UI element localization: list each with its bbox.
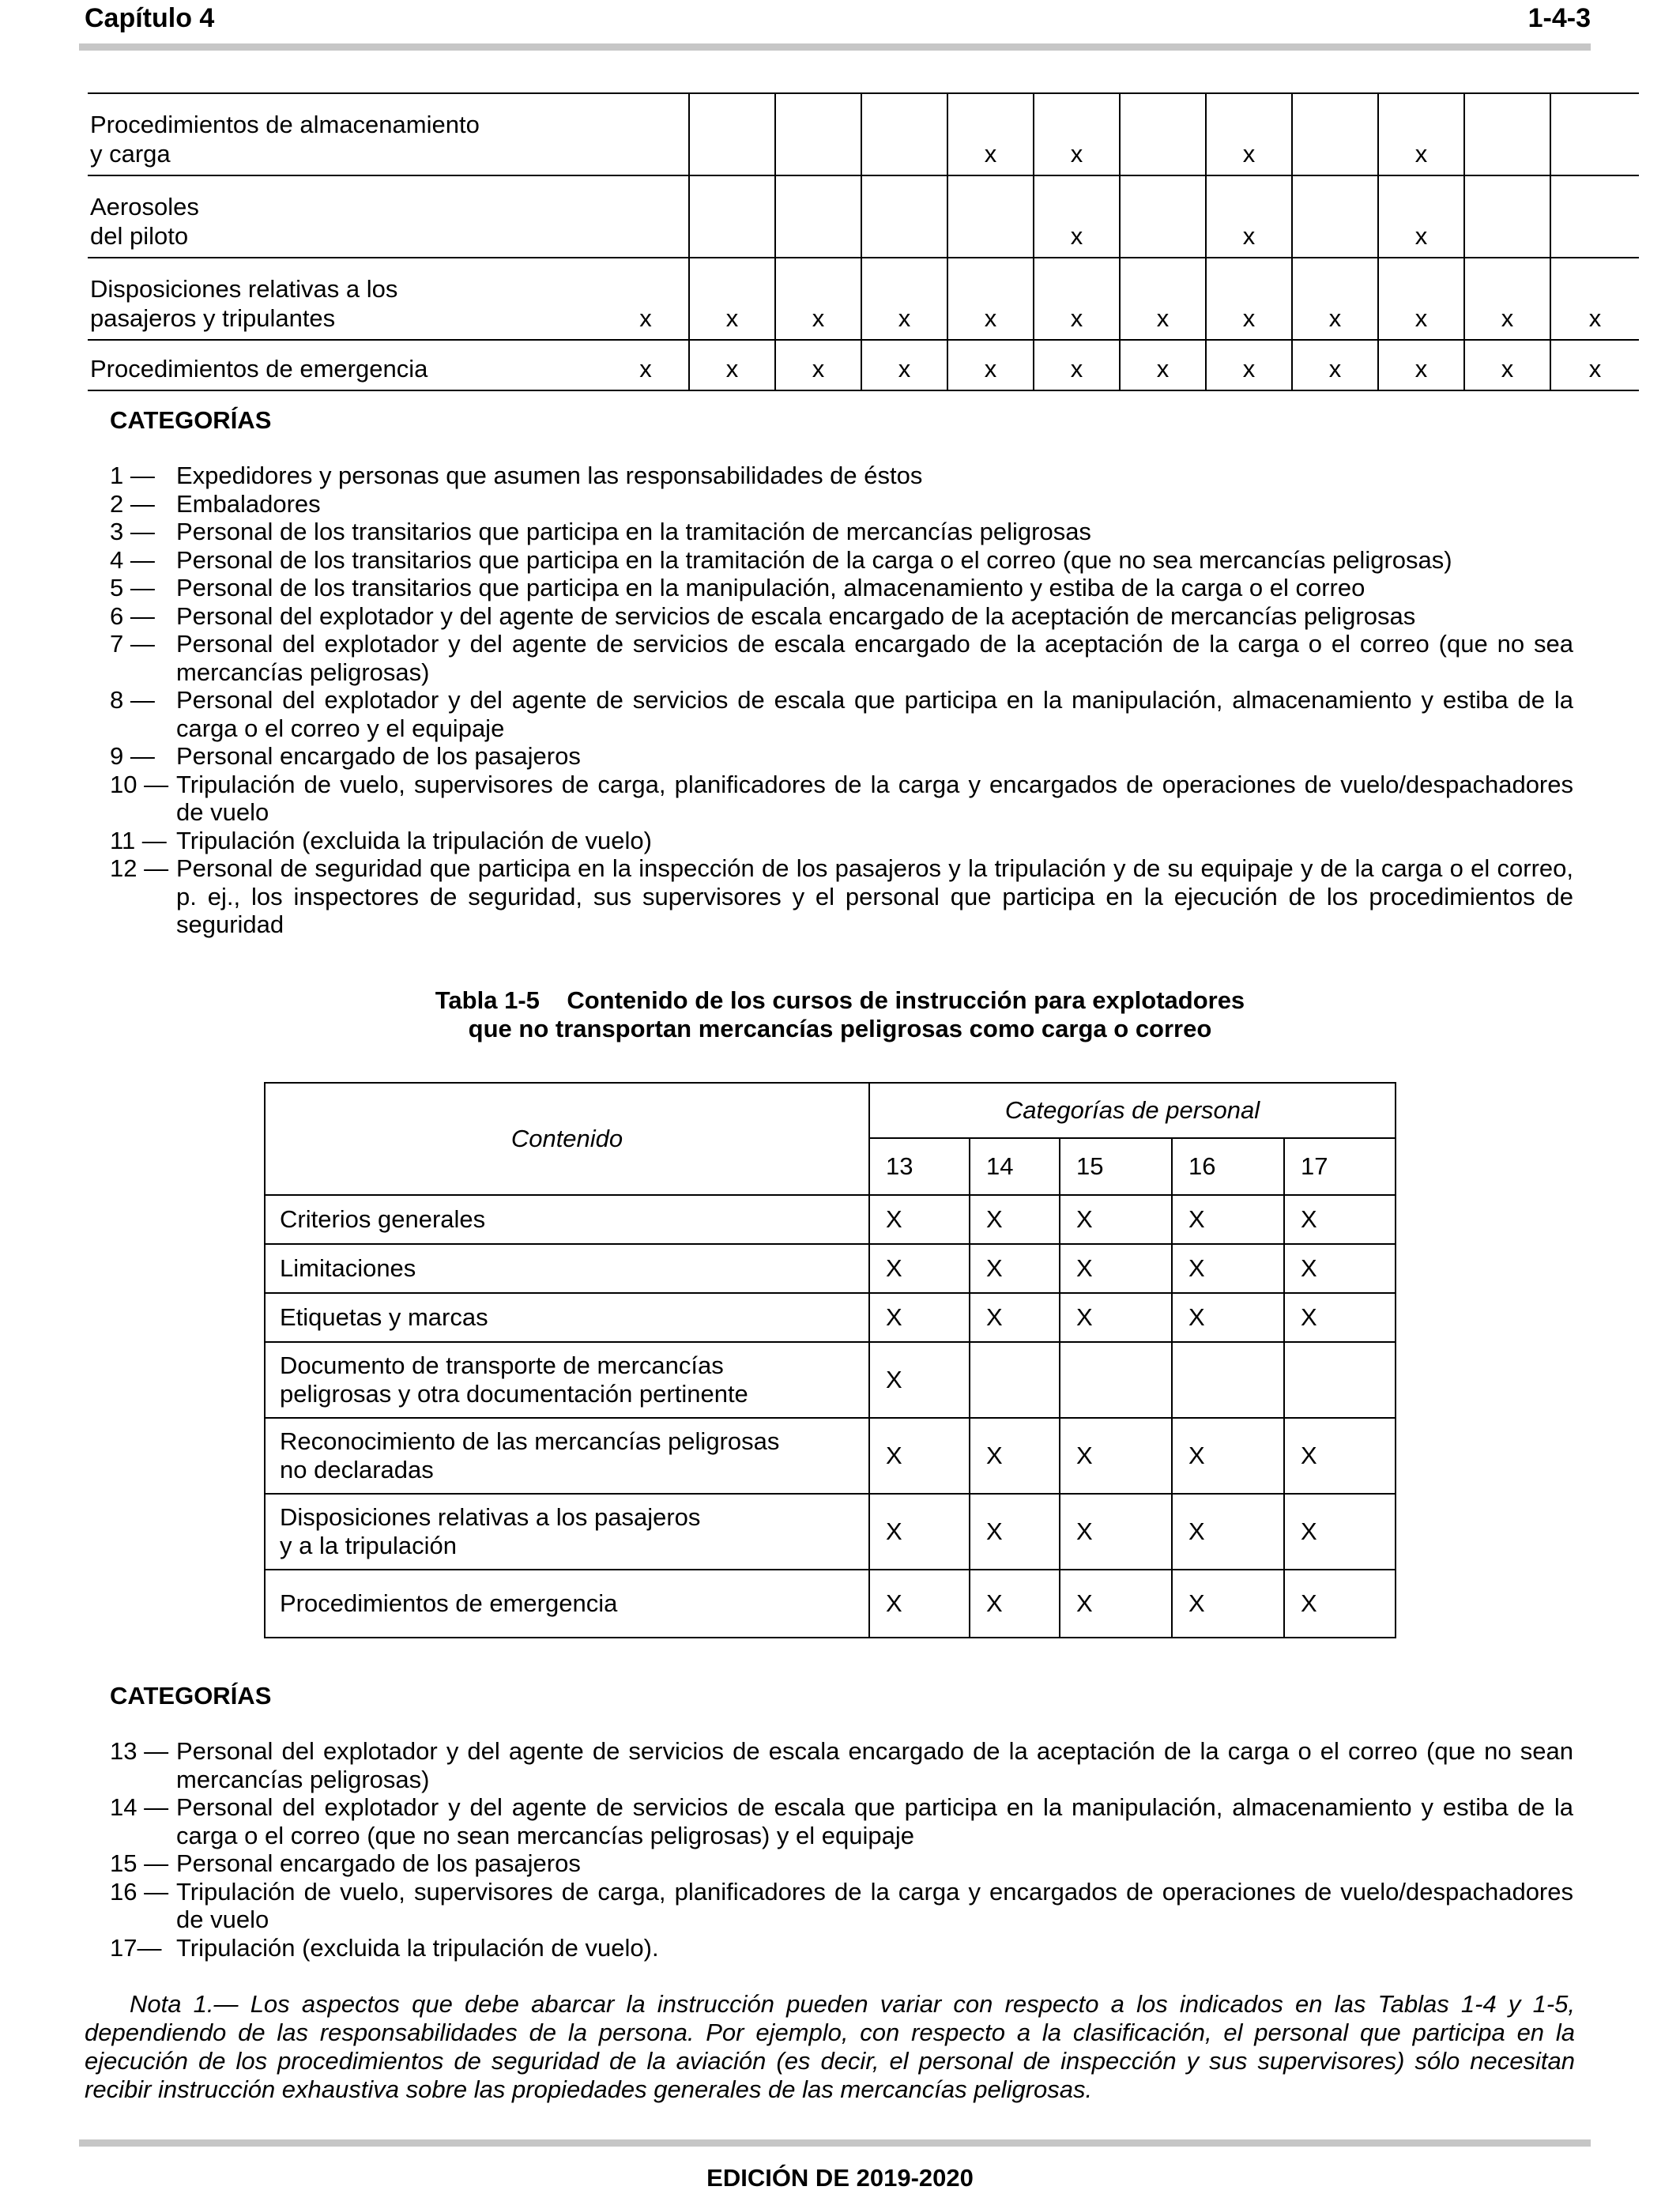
mark-cell: x — [1464, 340, 1550, 390]
category-number: 5 — — [110, 574, 155, 601]
row-label: Reconocimiento de las mercancías peligrosas no declaradas — [265, 1418, 869, 1494]
category-number: 7 — — [110, 630, 155, 658]
category-item — [110, 1878, 1573, 1934]
category-item — [110, 518, 1573, 546]
category-text: Personal de los transitarios que participa en la tramitación de mercancías peligrosas — [176, 518, 1091, 545]
mark-cell — [1120, 175, 1206, 258]
category-text: Embaladores — [176, 489, 321, 518]
category-text: Personal del explotador y del agente de servicios de escala encargado de la aceptación de la carga o el correo (que no sean mercancías peligrosas) — [176, 1737, 1573, 1793]
category-number: 17— — [110, 1933, 162, 1962]
category-number: 3 — — [110, 518, 155, 545]
category-item — [110, 574, 1573, 602]
category-number: 8 — — [110, 686, 155, 714]
category-text: Tripulación (excluida la tripulación de vuelo). — [176, 1933, 659, 1962]
category-number: 11 — — [110, 826, 167, 854]
mark-cell: X — [970, 1418, 1060, 1494]
mark-cell: x — [603, 340, 689, 390]
chapter-title: Capítulo 4 — [85, 3, 215, 33]
table-row — [265, 1494, 1396, 1570]
mark-cell: X — [970, 1195, 1060, 1244]
note-paragraph: Nota 1.— Los aspectos que debe abarcar la instrucción pueden variar con respecto a los indicados en las Tablas 1-4 y 1-5, dependiendo de las responsabilidades de la persona. Por ejemplo, con respecto a la clasificación, el personal que participa en la ejecución de los procedimientos de seguridad de la aviación (es decir, el personal de inspección y sus supervisores) sólo necesitan recibir instrucción exhaustiva sobre las propiedades generales de las mercancías peligrosas. — [85, 1990, 1575, 2103]
mark-cell — [970, 1342, 1060, 1418]
category-number: 13 — — [110, 1737, 169, 1765]
mark-cell — [1292, 175, 1378, 258]
table-row — [265, 1293, 1396, 1342]
table-row — [88, 175, 1639, 258]
category-number: 14 — — [110, 1793, 169, 1821]
category-number: 16 — — [110, 1877, 169, 1906]
mark-cell — [861, 175, 947, 258]
mark-cell: x — [861, 258, 947, 340]
mark-cell: x — [1378, 93, 1464, 175]
row-label: Aerosoles del piloto — [88, 175, 603, 258]
category-text: Personal encargado de los pasajeros — [176, 1849, 581, 1877]
category-number-header: 15 — [1060, 1138, 1172, 1195]
categories-heading: CATEGORÍAS — [110, 406, 272, 434]
mark-cell: X — [869, 1494, 970, 1570]
row-label: Procedimientos de emergencia — [265, 1570, 869, 1638]
mark-cell: x — [775, 258, 861, 340]
row-label: Documento de transporte de mercancías peligrosas y otra documentación pertinente — [265, 1342, 869, 1418]
category-number-header: 14 — [970, 1138, 1060, 1195]
mark-cell: X — [1060, 1244, 1172, 1293]
mark-cell — [689, 93, 775, 175]
training-content-table-1-5 — [264, 1082, 1396, 1638]
mark-cell: X — [869, 1293, 970, 1342]
mark-cell: x — [689, 258, 775, 340]
categories-list — [110, 1737, 1573, 1962]
mark-cell — [1292, 93, 1378, 175]
category-item — [110, 602, 1573, 631]
mark-cell: X — [1284, 1293, 1396, 1342]
mark-cell: x — [1120, 340, 1206, 390]
mark-cell: x — [1378, 258, 1464, 340]
mark-cell: X — [1060, 1494, 1172, 1570]
mark-cell: x — [1378, 340, 1464, 390]
mark-cell: x — [1120, 258, 1206, 340]
table-row — [265, 1195, 1396, 1244]
mark-cell — [1464, 93, 1550, 175]
mark-cell: X — [1172, 1494, 1284, 1570]
mark-cell: x — [947, 93, 1034, 175]
mark-cell: x — [775, 340, 861, 390]
category-text: Personal encargado de los pasajeros — [176, 742, 581, 770]
category-text: Personal del explotador y del agente de servicios de escala encargado de la aceptación de la carga o el correo (que no sea mercancías peligrosas) — [176, 630, 1573, 686]
mark-cell — [603, 93, 689, 175]
category-item — [110, 546, 1573, 575]
table-1-5-title — [0, 986, 1680, 1043]
mark-cell: x — [1464, 258, 1550, 340]
table-title-line: Tabla 1-5 Contenido de los cursos de instrucción para explotadores — [435, 986, 1245, 1014]
mark-cell — [947, 175, 1034, 258]
mark-cell: x — [689, 340, 775, 390]
mark-cell: X — [1172, 1418, 1284, 1494]
mark-cell: x — [1206, 175, 1292, 258]
table-title-line: que no transportan mercancías peligrosas como carga o correo — [468, 1015, 1212, 1042]
mark-cell: X — [1172, 1293, 1284, 1342]
mark-cell — [1550, 93, 1639, 175]
mark-cell: X — [869, 1342, 970, 1418]
mark-cell: x — [603, 258, 689, 340]
row-label: Etiquetas y marcas — [265, 1293, 869, 1342]
row-label: Disposiciones relativas a los pasajeros y a la tripulación — [265, 1494, 869, 1570]
mark-cell: x — [1034, 258, 1120, 340]
mark-cell — [689, 175, 775, 258]
category-text: Expedidores y personas que asumen las responsabilidades de éstos — [176, 462, 923, 489]
categories-heading: CATEGORÍAS — [110, 1682, 272, 1710]
mark-cell — [1120, 93, 1206, 175]
category-item — [110, 490, 1573, 518]
category-number-header: 17 — [1284, 1138, 1396, 1195]
mark-cell: X — [970, 1570, 1060, 1638]
category-item — [110, 827, 1573, 855]
mark-cell: X — [1172, 1195, 1284, 1244]
category-item — [110, 462, 1573, 490]
mark-cell: x — [1034, 93, 1120, 175]
content-column-header: Contenido — [265, 1083, 869, 1195]
mark-cell: X — [1172, 1244, 1284, 1293]
mark-cell: X — [869, 1570, 970, 1638]
mark-cell: X — [869, 1418, 970, 1494]
table-row — [88, 93, 1639, 175]
category-text: Tripulación de vuelo, supervisores de carga, planificadores de la carga y encargados de operaciones de vuelo/despachadores de vuelo — [176, 1877, 1573, 1933]
mark-cell: x — [1206, 340, 1292, 390]
mark-cell — [1550, 175, 1639, 258]
table-row — [265, 1570, 1396, 1638]
category-number: 12 — — [110, 854, 169, 882]
row-label: Procedimientos de emergencia — [88, 340, 603, 390]
mark-cell: x — [1206, 93, 1292, 175]
mark-cell: X — [1284, 1494, 1396, 1570]
table-row — [88, 340, 1639, 390]
mark-cell: X — [1284, 1244, 1396, 1293]
mark-cell — [1464, 175, 1550, 258]
training-content-table-1-4 — [88, 92, 1639, 391]
category-item — [110, 1793, 1573, 1849]
table-row — [88, 258, 1639, 340]
mark-cell: x — [1206, 258, 1292, 340]
category-item — [110, 1934, 1573, 1962]
row-label: Disposiciones relativas a los pasajeros y tripulantes — [88, 258, 603, 340]
mark-cell: x — [1550, 340, 1639, 390]
personnel-categories-header: Categorías de personal — [869, 1083, 1396, 1138]
row-label: Procedimientos de almacenamiento y carga — [88, 93, 603, 175]
category-item — [110, 686, 1573, 742]
category-number: 4 — — [110, 545, 155, 574]
category-item — [110, 771, 1573, 827]
mark-cell: X — [1284, 1195, 1396, 1244]
category-text: Tripulación (excluida la tripulación de vuelo) — [176, 826, 652, 854]
category-number: 1 — — [110, 462, 155, 489]
mark-cell: X — [1060, 1570, 1172, 1638]
mark-cell: x — [1378, 175, 1464, 258]
mark-cell: X — [1060, 1293, 1172, 1342]
mark-cell — [1060, 1342, 1172, 1418]
mark-cell: x — [947, 340, 1034, 390]
mark-cell: X — [1060, 1418, 1172, 1494]
category-number-header: 16 — [1172, 1138, 1284, 1195]
row-label: Criterios generales — [265, 1195, 869, 1244]
mark-cell: X — [1284, 1418, 1396, 1494]
mark-cell: x — [861, 340, 947, 390]
category-text: Personal de seguridad que participa en la inspección de los pasajeros y la tripulación y de su equipaje y de la carga o el correo, p. ej., los inspectores de seguridad, sus supervisores y el personal que participa en la ejecución de los procedimientos de seguridad — [176, 854, 1573, 938]
mark-cell — [603, 175, 689, 258]
category-text: Personal de los transitarios que participa en la tramitación de la carga o el correo (que no sea mercancías peligrosas) — [176, 545, 1452, 574]
table-row — [265, 1418, 1396, 1494]
mark-cell: X — [970, 1494, 1060, 1570]
category-text: Personal del explotador y del agente de servicios de escala que participa en la manipulación, almacenamiento y estiba de la carga o el correo y el equipaje — [176, 686, 1573, 742]
category-item — [110, 1737, 1573, 1793]
mark-cell: x — [1034, 175, 1120, 258]
mark-cell — [775, 93, 861, 175]
page-number: 1-4-3 — [1527, 3, 1591, 33]
category-item — [110, 854, 1573, 939]
mark-cell: x — [1550, 258, 1639, 340]
footer-rule — [79, 2139, 1591, 2147]
mark-cell: X — [970, 1293, 1060, 1342]
category-number: 2 — — [110, 489, 155, 518]
table-row — [265, 1342, 1396, 1418]
mark-cell — [1172, 1342, 1284, 1418]
mark-cell: X — [1060, 1195, 1172, 1244]
mark-cell: X — [1284, 1570, 1396, 1638]
edition-footer: EDICIÓN DE 2019-2020 — [706, 2164, 974, 2192]
category-item — [110, 1849, 1573, 1878]
mark-cell: X — [970, 1244, 1060, 1293]
category-number: 10 — — [110, 770, 169, 798]
mark-cell — [861, 93, 947, 175]
mark-cell: x — [1292, 258, 1378, 340]
category-number: 6 — — [110, 601, 155, 630]
mark-cell: x — [1292, 340, 1378, 390]
mark-cell: X — [1172, 1570, 1284, 1638]
category-number: 15 — — [110, 1849, 169, 1877]
category-text: Personal de los transitarios que participa en la manipulación, almacenamiento y estiba de la carga o el correo — [176, 574, 1365, 601]
row-label: Limitaciones — [265, 1244, 869, 1293]
mark-cell: x — [947, 258, 1034, 340]
category-text: Personal del explotador y del agente de servicios de escala encargado de la aceptación de mercancías peligrosas — [176, 601, 1416, 630]
category-item — [110, 630, 1573, 686]
mark-cell: x — [1034, 340, 1120, 390]
mark-cell: X — [869, 1195, 970, 1244]
category-number: 9 — — [110, 742, 155, 770]
category-number-header: 13 — [869, 1138, 970, 1195]
category-text: Personal del explotador y del agente de servicios de escala que participa en la manipulación, almacenamiento y estiba de la carga o el correo (que no sean mercancías peligrosas) y el equipaje — [176, 1793, 1573, 1849]
mark-cell — [775, 175, 861, 258]
table-row — [265, 1244, 1396, 1293]
mark-cell: X — [869, 1244, 970, 1293]
header-rule — [79, 43, 1591, 51]
categories-list — [110, 462, 1573, 939]
category-item — [110, 742, 1573, 771]
mark-cell — [1284, 1342, 1396, 1418]
category-text: Tripulación de vuelo, supervisores de carga, planificadores de la carga y encargados de operaciones de vuelo/despachadores de vuelo — [176, 770, 1573, 826]
